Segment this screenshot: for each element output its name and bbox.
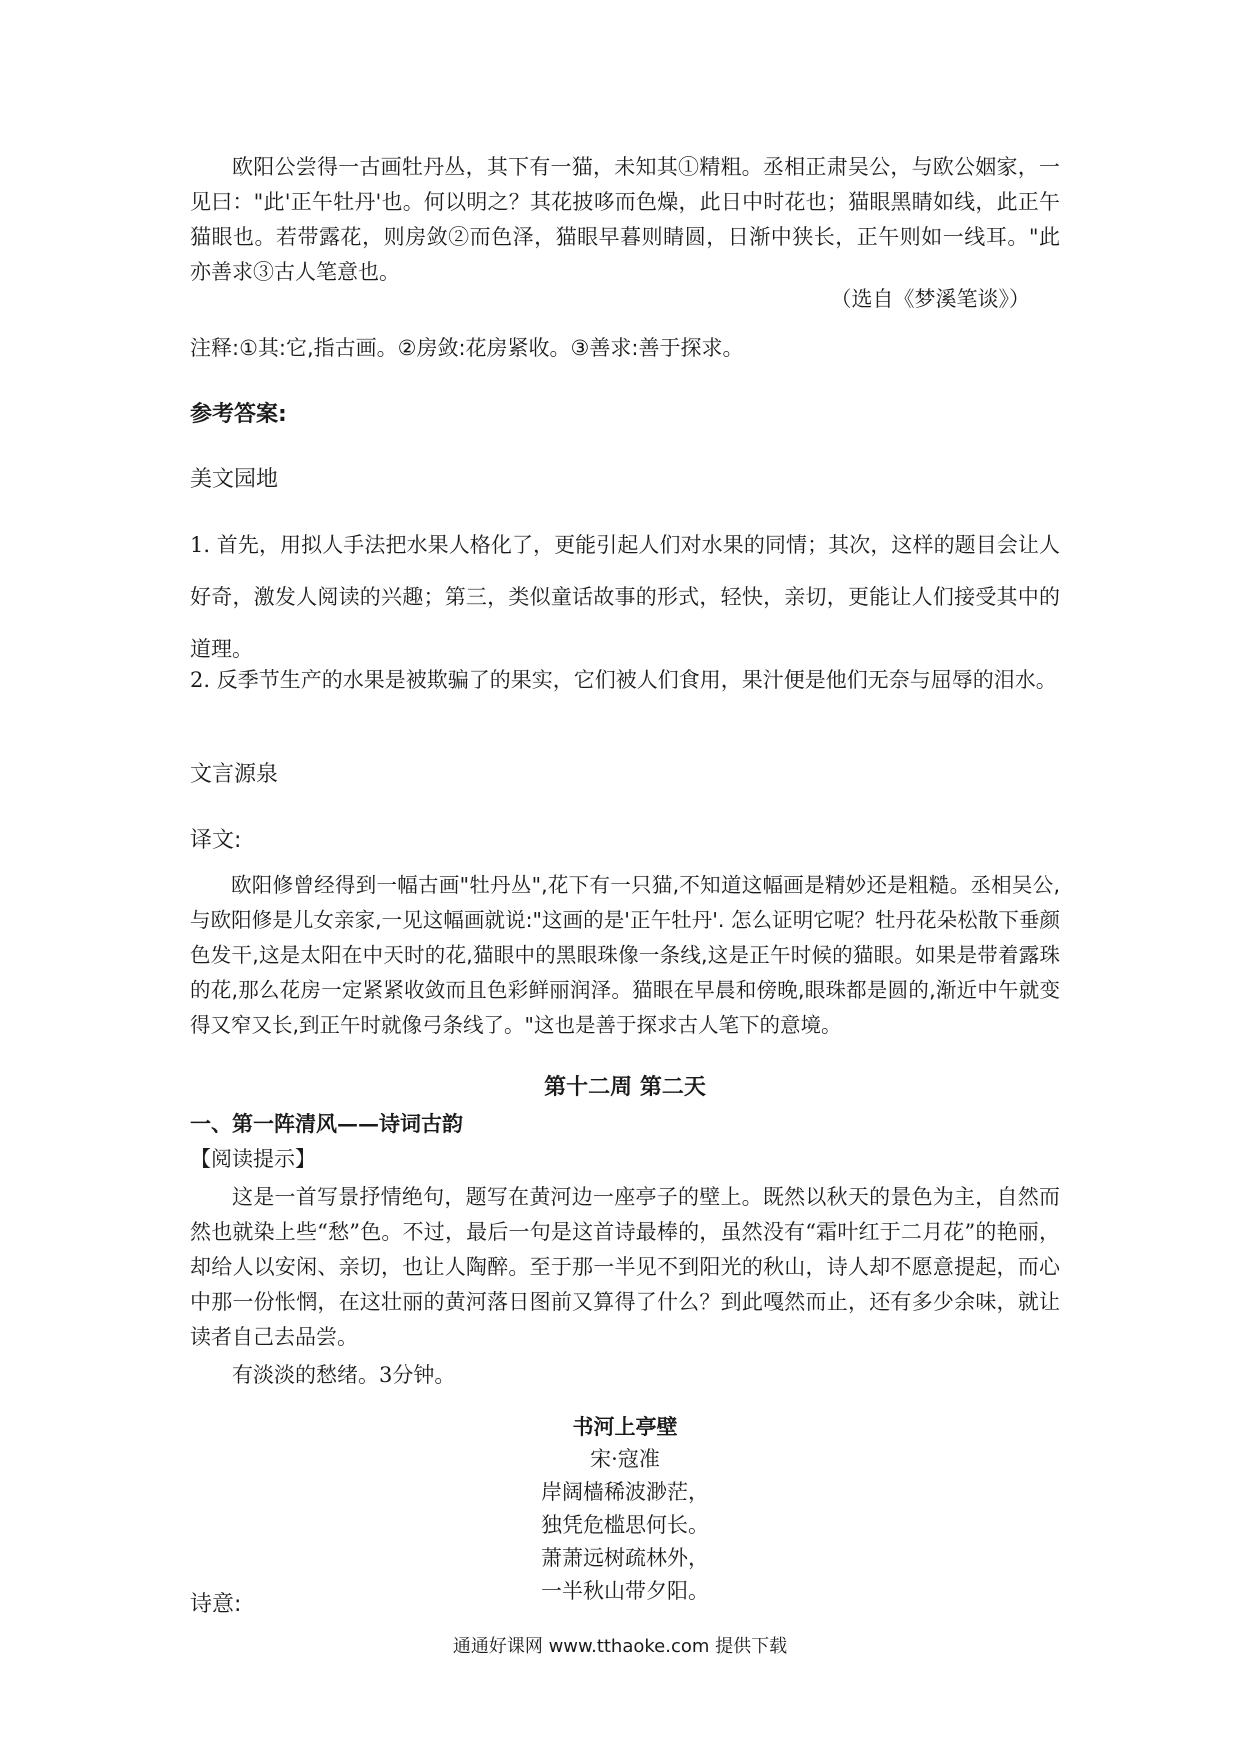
reading-tip-text: 这是一首写景抒情绝句，题写在黄河边一座亭子的壁上。既然以秋天的景色为主，自然而然也就染上些“愁”色。不过，最后一句是这首诗最棒的，虽然没有“霜叶红于二月花”的艳丽，却给人以安闲、亲切，也让人陶醉。至于那一半见不到阳光的秋山，诗人却不愿意提起，而心中那一份怅惘，在这壮丽的黄河落日图前又算得了什么？到此嘎然而止，还有多少余味，就让读者自己去品尝。 (190, 1185, 1060, 1349)
answer-1 (190, 519, 1060, 675)
section-meiwen: 美文园地 (190, 467, 279, 492)
answer-2-text: 2. 反季节生产的水果是被欺骗了的果实，它们被人们食用，果汁便是他们无奈与屈辱的泪水。 (190, 668, 1057, 692)
translation-text: 欧阳修曾经得到一幅古画"牡丹丛",花下有一只猫,不知道这幅画是精妙还是粗糙。丞相吴公,与欧阳修是儿女亲家,一见这幅画就说:"这画的是'正午牡丹'. 怎么证明它呢？牡丹花朵松散下垂颜色发干,这是太阳在中天时的花,猫眼中的黑眼珠像一条线,这是正午时候的猫眼。如果是带着露珠的花,那么花房一定紧紧收敛而且色彩鲜丽润泽。猫眼在早晨和傍晚,眼珠都是圆的,渐近中午就变得又窄又长,到正午时就像弓条线了。"这也是善于探求古人笔下的意境。 (190, 873, 1060, 1037)
reading-tip (190, 1180, 1060, 1355)
poem-line: 萧萧远树疏林外， (541, 1546, 709, 1570)
hint (190, 1358, 1060, 1393)
poem-title: 书河上亭壁 (572, 1414, 678, 1439)
poem-author: 宋·寇准 (590, 1447, 660, 1471)
poem-line: 一半秋山带夕阳。 (541, 1579, 709, 1603)
poem-line: 独凭危槛思何长。 (541, 1513, 709, 1537)
poem-meaning-label: 诗意: (190, 1592, 242, 1617)
classical-passage (190, 150, 1060, 290)
passage-text: 欧阳公尝得一古画牡丹丛，其下有一猫，未知其①精粗。丞相正肃吴公，与欧公姻家，一见曰："此'正午牡丹'也。何以明之？其花披哆而色燥，此日中时花也；猫眼黑睛如线，此正午猫眼也。若带露花，则房敛②而色泽，猫眼早暮则睛圆，日渐中狭长，正午则如一线耳。"此亦善求③古人笔意也。 (190, 155, 1060, 284)
hint-text: 有淡淡的愁绪。3分钟。 (232, 1363, 456, 1387)
passage-source: （选自《梦溪笔谈》） (830, 287, 1030, 311)
poem-line: 岸阔樯稀波渺茫， (541, 1480, 709, 1504)
answers-title: 参考答案: (190, 402, 287, 427)
annotation-notes: 注释:①其:它,指古画。②房敛:花房紧收。③善求:善于探求。 (190, 336, 744, 360)
reading-tip-label: 【阅读提示】 (190, 1147, 316, 1171)
section-wenyan: 文言源泉 (190, 762, 279, 787)
answer-1-text: 1. 首先，用拟人手法把水果人格化了，更能引起人们对水果的同情；其次，这样的题目会让人好奇，激发人阅读的兴趣；第三，类似童话故事的形式，轻快，亲切，更能让人们接受其中的道理。 (190, 533, 1060, 661)
translation-label: 译文: (190, 828, 242, 853)
page-footer: 通通好课网 www.tthaoke.com 提供下载 (452, 1636, 788, 1657)
translation (190, 868, 1060, 1043)
week-title: 第十二周 第二天 (544, 1074, 706, 1100)
answer-2 (190, 654, 1060, 706)
part-1-title: 一、第一阵清风——诗词古韵 (190, 1111, 463, 1136)
poem (190, 1410, 1060, 1608)
